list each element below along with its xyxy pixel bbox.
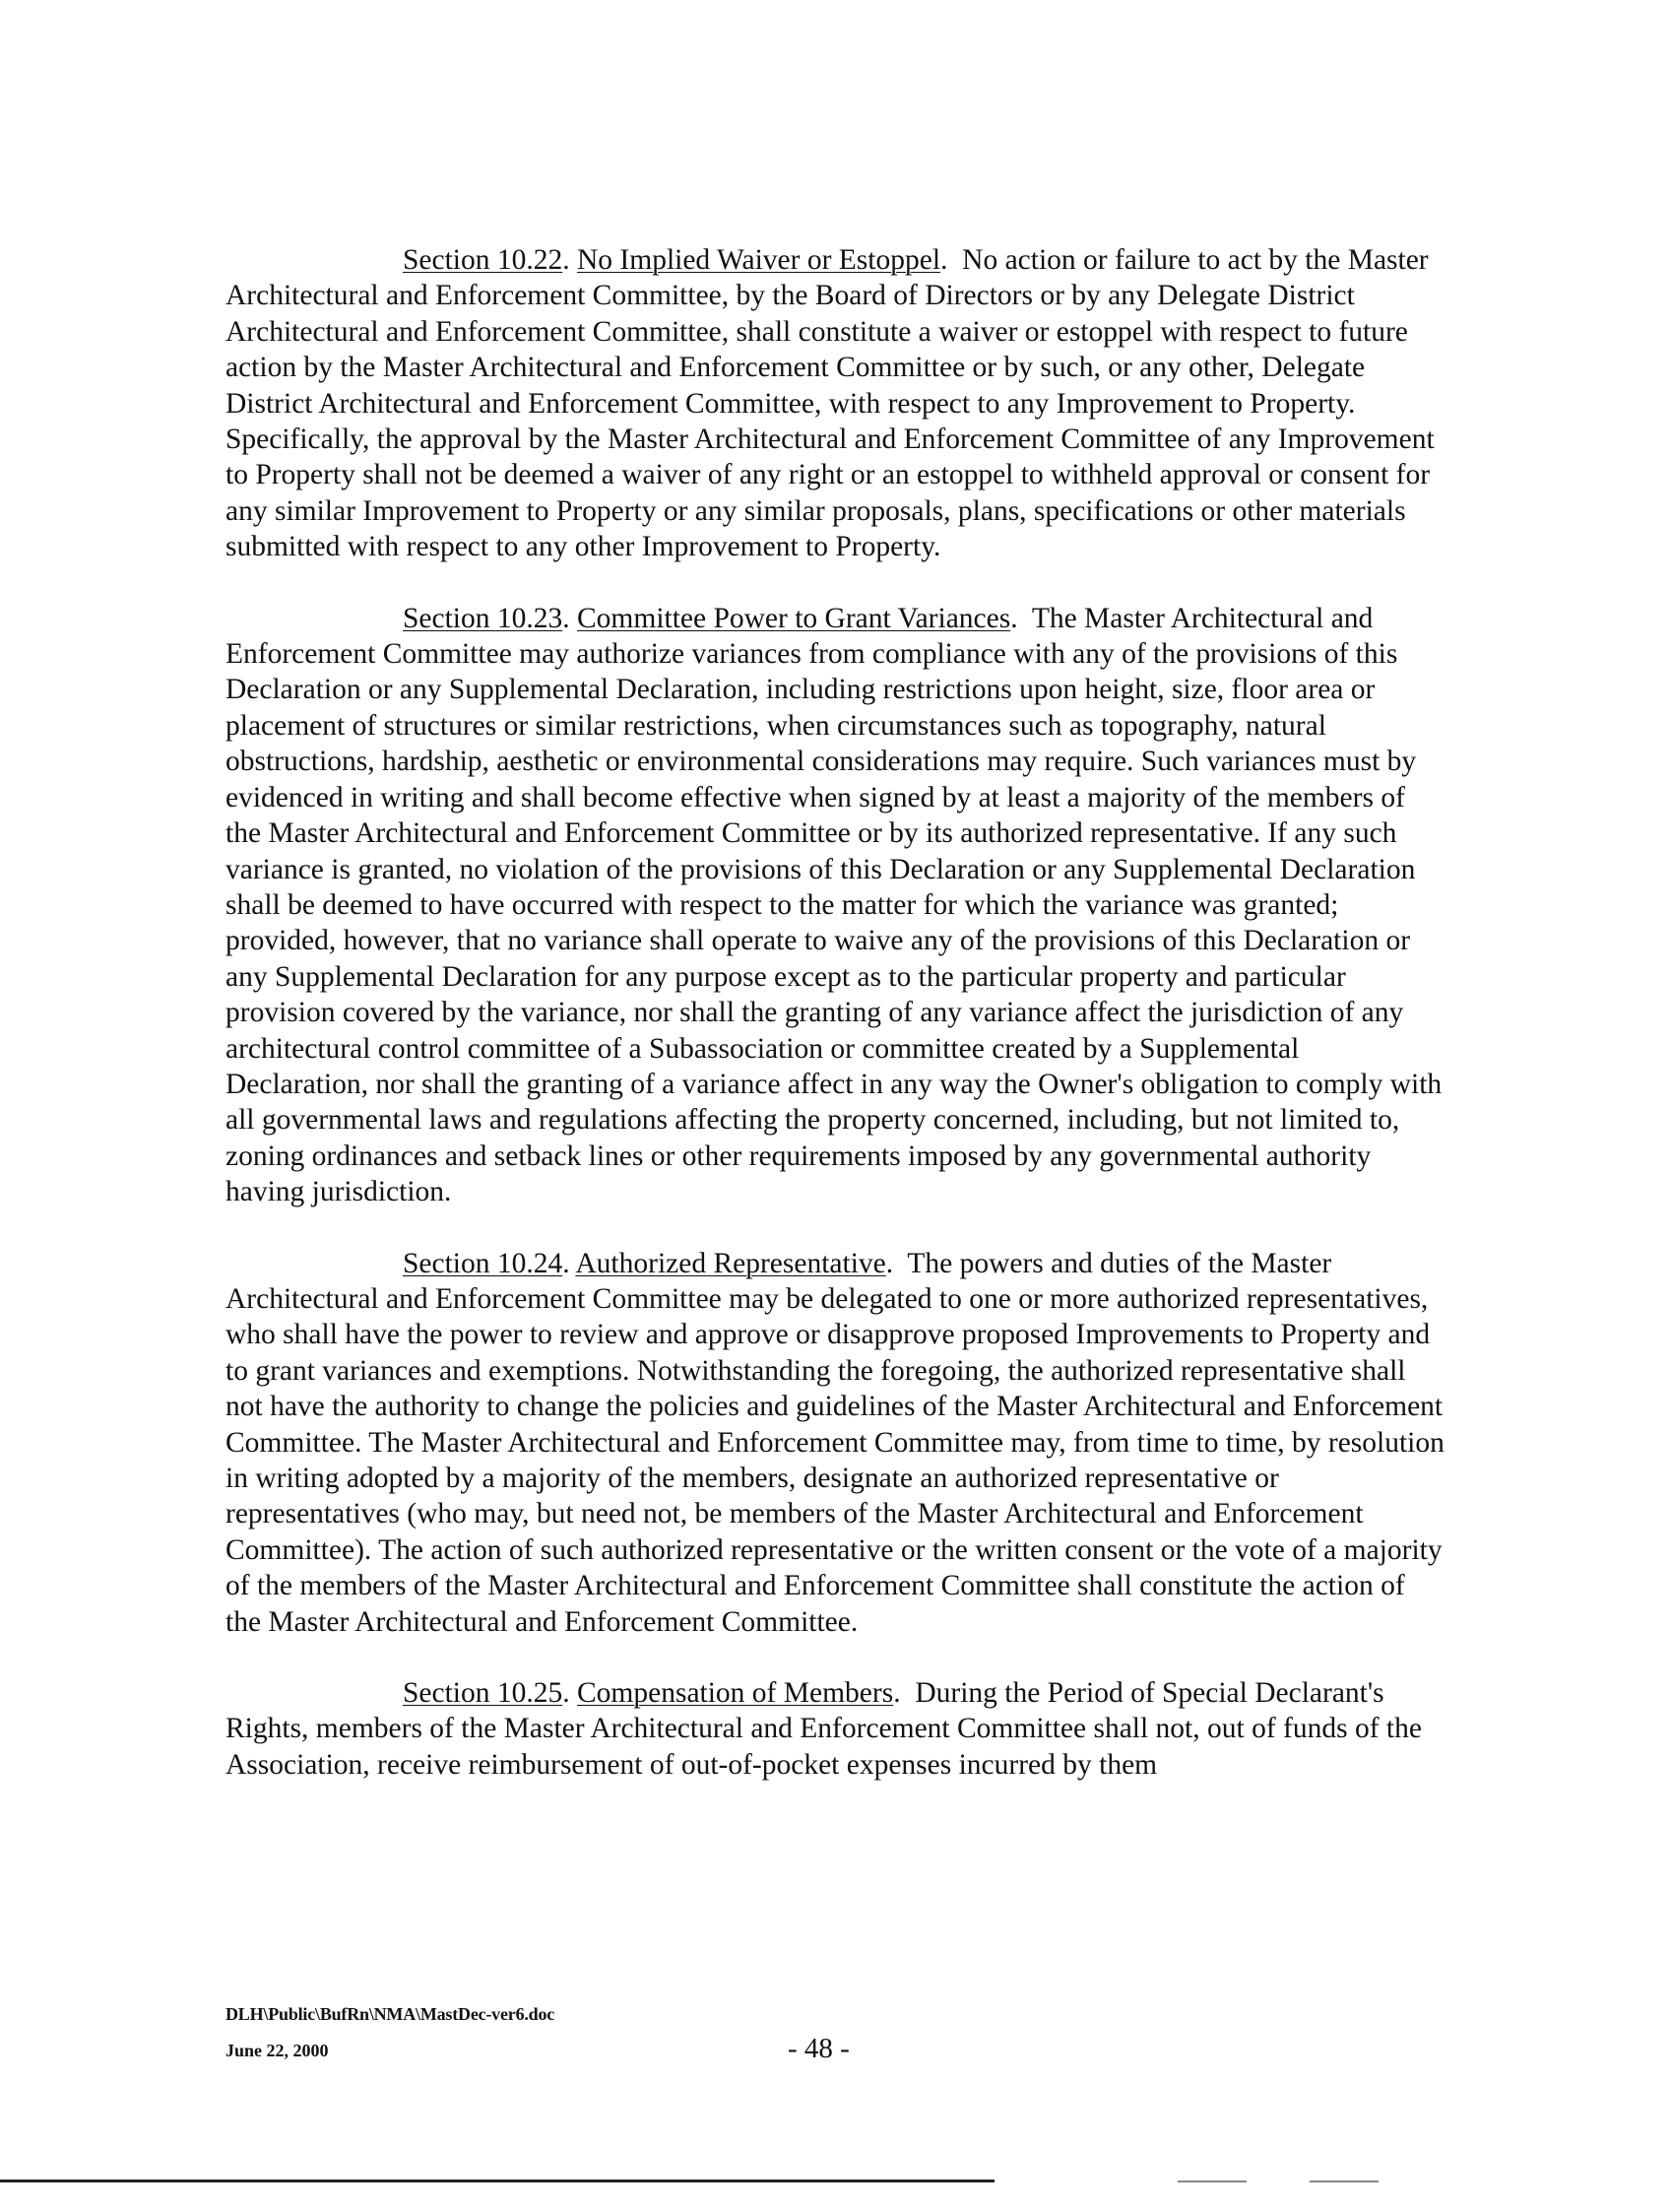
section-paragraph: Section 10.25. Compensation of Members. During the Period of Special Declarant's Rights, members of the Master Architectural and Enforcement Committee shall not, out of funds of the Association, receive reimbursement of out-of-pocket expenses incurred by them [225, 1677, 1422, 1781]
section-paragraph: Section 10.23. Committee Power to Grant Variances. The Master Architectural and Enforcement Committee may authorize variances from compliance with any of the provisions of this Declaration or any Supplemental Declaration, including restrictions upon height, size, floor area or placement of structures or similar restrictions, when circumstances such as topography, natural obstructions, hardship, aesthetic or environmental considerations may require. Such variances must by evidenced in writing and shall become effective when signed by at least a majority of the members of the Master Architectural and Enforcement Committee or by its authorized representative. If any such variance is granted, no violation of the provisions of this Declaration or any Supplemental Declaration shall be deemed to have occurred with respect to the matter for which the variance was granted; provided, however, that no variance shall operate to waive any of the provisions of this Declaration or any Supplemental Declaration for any purpose except as to the particular property and particular provision covered by the variance, nor shall the granting of any variance affect the jurisdiction of any architectural control committee of a Subassociation or committee created by a Supplemental Declaration, nor shall the granting of a variance affect in any way the Owner's obligation to comply with all governmental laws and regulations affecting the property concerned, including, but not limited to, zoning ordinances and setback lines or other requirements imposed by any governmental authority having jurisdiction. [225, 602, 1443, 1208]
section-title: Committee Power to Grant Variances [577, 602, 1011, 634]
section-paragraph: Section 10.24. Authorized Representative. The powers and duties of the Master Architectural and Enforcement Committee may be delegated to one or more authorized representatives, who shall have the power to review and approve or disapprove proposed Improvements to Property and to grant variances and exemptions. Notwithstanding the foregoing, the authorized representative shall not have the authority to change the policies and guidelines of the Master Architectural and Enforcement Committee. The Master Architectural and Enforcement Committee may, from time to time, by resolution in writing adopted by a majority of the members, designate an authorized representative or representatives (who may, but need not, be members of the Master Architectural and Enforcement Committee). The action of such authorized representative or the written consent or the vote of a majority of the members of the Master Architectural and Enforcement Committee shall constitute the action of the Master Architectural and Enforcement Committee. [225, 1247, 1445, 1638]
section-title: Compensation of Members [577, 1677, 894, 1710]
section-text: No action or failure to act by the Master Architectural and Enforcement Committee, by the Board of Directors or by any Delegate District Architectural and Enforcement Committee, shall constitute a waiver or estoppel with respect to future action by the Master Architectural and Enforcement Committee or by such, or any other, Delegate District Architectural and Enforcement Committee, with respect to any Improvement to Property. Specifically, the approval by the Master Architectural and Enforcement Committee of any Improvement to Property shall not be deemed a waiver of any right or an estoppel to withheld approval or consent for any similar Improvement to Property or any similar proposals, plans, specifications or other materials submitted with respect to any other Improvement to Property. [225, 244, 1435, 563]
section-number: Section 10.24 [403, 1247, 563, 1279]
section-10-24 [225, 1246, 1446, 1640]
section-title: No Implied Waiver or Estoppel [577, 244, 941, 276]
scan-edge-dash [1310, 2180, 1379, 2182]
scan-edge-line [0, 2179, 995, 2182]
page-number: - 48 - [788, 2033, 850, 2064]
scan-edge-dash [1178, 2180, 1247, 2182]
section-number: Section 10.23 [403, 602, 563, 634]
section-10-25 [225, 1675, 1446, 1783]
section-10-22 [225, 242, 1446, 565]
section-text: The powers and duties of the Master Architectural and Enforcement Committee may be delegated to one or more authorized representatives, who shall have the power to review and approve or disapprove proposed Improvements to Property and to grant variances and exemptions. Notwithstanding the foregoing, the authorized representative shall not have the authority to change the policies and guidelines of the Master Architectural and Enforcement Committee. The Master Architectural and Enforcement Committee may, from time to time, by resolution in writing adopted by a majority of the members, designate an authorized representative or representatives (who may, but need not, be members of the Master Architectural and Enforcement Committee). The action of such authorized representative or the written consent or the vote of a majority of the members of the Master Architectural and Enforcement Committee shall constitute the action of the Master Architectural and Enforcement Committee. [225, 1247, 1445, 1638]
footer-file-path: DLH\Public\BufRn\NMA\MastDec-ver6.doc [225, 2004, 555, 2024]
section-text: The Master Architectural and Enforcement Committee may authorize variances from compliance with any of the provisions of this Declaration or any Supplemental Declaration, including restrictions upon height, size, floor area or placement of structures or similar restrictions, when circumstances such as topography, natural obstructions, hardship, aesthetic or environmental considerations may require. Such variances must by evidenced in writing and shall become effective when signed by at least a majority of the members of the Master Architectural and Enforcement Committee or by its authorized representative. If any such variance is granted, no violation of the provisions of this Declaration or any Supplemental Declaration shall be deemed to have occurred with respect to the matter for which the variance was granted; provided, however, that no variance shall operate to waive any of the provisions of this Declaration or any Supplemental Declaration for any purpose except as to the particular property and particular provision covered by the variance, nor shall the granting of any variance affect the jurisdiction of any architectural control committee of a Subassociation or committee created by a Supplemental Declaration, nor shall the granting of a variance affect in any way the Owner's obligation to comply with all governmental laws and regulations affecting the property concerned, including, but not limited to, zoning ordinances and setback lines or other requirements imposed by any governmental authority having jurisdiction. [225, 602, 1443, 1208]
section-number: Section 10.22 [403, 244, 563, 276]
section-text: During the Period of Special Declarant's Rights, members of the Master Architectural and Enforcement Committee shall not, out of funds of the Association, receive reimbursement of out-of-pocket expenses incurred by them [225, 1677, 1422, 1781]
footer-date: June 22, 2000 [225, 2041, 329, 2060]
section-title: Authorized Representative [575, 1247, 886, 1279]
section-number: Section 10.25 [403, 1677, 563, 1710]
document-body [225, 242, 1446, 1818]
section-10-23 [225, 601, 1446, 1210]
section-paragraph: Section 10.22. No Implied Waiver or Estoppel. No action or failure to act by the Master Architectural and Enforcement Committee, by the Board of Directors or by any Delegate District Architectural and Enforcement Committee, shall constitute a waiver or estoppel with respect to future action by the Master Architectural and Enforcement Committee or by such, or any other, Delegate District Architectural and Enforcement Committee, with respect to any Improvement to Property. Specifically, the approval by the Master Architectural and Enforcement Committee of any Improvement to Property shall not be deemed a waiver of any right or an estoppel to withheld approval or consent for any similar Improvement to Property or any similar proposals, plans, specifications or other materials submitted with respect to any other Improvement to Property. [225, 244, 1435, 563]
